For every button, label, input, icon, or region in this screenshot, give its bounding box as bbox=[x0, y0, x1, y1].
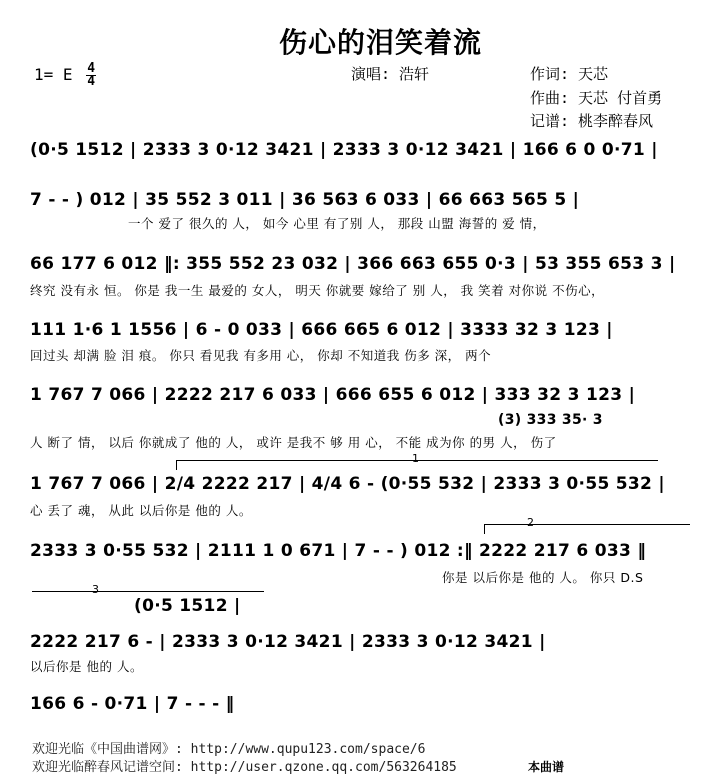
lyricist: 作词: 天芯 bbox=[530, 65, 609, 83]
volta-number-2: 2 bbox=[527, 516, 534, 529]
notation-row-9: 2222 217 6 - | 2333 3 0·12 3421 | 2333 3 0·12 3421 | bbox=[30, 632, 546, 652]
time-signature bbox=[86, 63, 96, 88]
lyrics-row-9: 以后你是 他的 人。 bbox=[30, 659, 143, 674]
notation-row-6: 1 767 7 066 | 2/4 2222 217 | 4/4 6 - (0·55 532 | 2333 3 0·55 532 | bbox=[30, 474, 665, 494]
volta-bracket-2 bbox=[484, 524, 690, 525]
notation-row-5: 1 767 7 066 | 2222 217 6 033 | 666 655 6 012 | 333 32 3 123 | bbox=[30, 385, 636, 405]
notation-row-7: 2333 3 0·55 532 | 2111 1 0 671 | 7 - - ) 012 :‖ 2222 217 6 033 ‖ bbox=[30, 541, 647, 561]
score-title: 伤心的泪笑着流 bbox=[279, 26, 483, 59]
time-numerator: 4 bbox=[87, 61, 96, 76]
notation-row-8: (0·5 1512 | bbox=[134, 596, 241, 616]
notation-row-1: (0·5 1512 | 2333 3 0·12 3421 | 2333 3 0·12 3421 | 166 6 0 0·71 | bbox=[30, 140, 658, 160]
volta-bracket-2-edge bbox=[484, 524, 485, 534]
key-label: 1= E bbox=[34, 65, 73, 84]
volta-bracket-3 bbox=[32, 591, 264, 592]
transcriber: 记谱: 桃李醉春风 bbox=[530, 112, 654, 130]
lyrics-row-4: 回过头 却满 脸 泪 痕。 你只 看见我 有多用 心， 你却 不知道我 伤多 深， 两个 bbox=[30, 348, 492, 363]
footer-link-2[interactable]: 欢迎光临醉春风记谱空间: http://user.qzone.qq.com/563264185 bbox=[32, 760, 457, 775]
notation-row-10: 166 6 - 0·71 | 7 - - - ‖ bbox=[30, 694, 235, 714]
key-signature bbox=[34, 63, 96, 88]
lyrics-row-5: 人 断了 情， 以后 你就成了 他的 人， 或许 是我不 够 用 心， 不能 成为你 的男 人， 伤了 bbox=[30, 435, 557, 450]
notation-row-3: 66 177 6 012 ‖: 355 552 23 032 | 366 663 655 0·3 | 53 355 653 3 | bbox=[30, 254, 676, 274]
notation-row-4: 111 1·6 1 1556 | 6 - 0 033 | 666 665 6 012 | 3333 32 3 123 | bbox=[30, 320, 613, 340]
volta-number-1: 1 bbox=[412, 452, 419, 465]
lyrics-row-2: 一个 爱了 很久的 人， 如今 心里 有了别 人， 那段 山盟 海誓的 爱 情， bbox=[128, 216, 546, 231]
lyrics-row-3: 终究 没有永 恒。 你是 我一生 最爱的 女人， 明天 你就要 嫁给了 别 人， 我 笑着 对你说 不伤心， bbox=[30, 283, 605, 298]
lyrics-row-6: 心 丢了 魂， 从此 以后你是 他的 人。 bbox=[30, 503, 252, 518]
notation-row-2: 7 - - ) 012 | 35 552 3 011 | 36 563 6 033 | 66 663 565 5 | bbox=[30, 190, 580, 210]
volta-number-3: 3 bbox=[92, 583, 99, 596]
watermark-badge: 本曲谱 bbox=[528, 760, 565, 774]
composer: 作曲: 天芯 付首勇 bbox=[530, 89, 663, 107]
time-denominator: 4 bbox=[87, 74, 96, 89]
lyrics-row-7: 你是 以后你是 他的 人。 你只 D.S bbox=[442, 570, 644, 585]
singer: 演唱: 浩轩 bbox=[351, 65, 430, 83]
volta-bracket-1-edge bbox=[176, 460, 177, 470]
alt-melody-line: (3) 333 35· 3 bbox=[498, 412, 603, 428]
footer-link-1[interactable]: 欢迎光临《中国曲谱网》: http://www.qupu123.com/space/6 bbox=[32, 742, 426, 757]
